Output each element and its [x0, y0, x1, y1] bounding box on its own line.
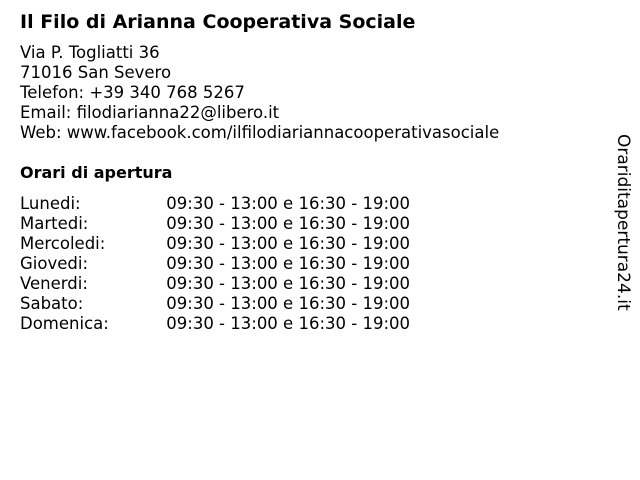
hours-row [20, 214, 440, 234]
email-line: Email: filodiarianna22@libero.it [20, 103, 280, 122]
business-name: Il Filo di Arianna Cooperativa Sociale [20, 11, 416, 33]
hours-row [20, 294, 440, 314]
address-line-city: 71016 San Severo [20, 63, 172, 82]
address-line-street: Via P. Togliatti 36 [20, 43, 160, 62]
hours-table [20, 194, 440, 334]
day-label: Sabato: [20, 294, 84, 313]
hours-row [20, 194, 440, 214]
time-range: 09:30 - 13:00 e 16:30 - 19:00 [166, 314, 410, 333]
time-range: 09:30 - 13:00 e 16:30 - 19:00 [166, 254, 410, 273]
day-label: Martedi: [20, 214, 89, 233]
day-label: Giovedi: [20, 254, 88, 273]
hours-row [20, 254, 440, 274]
hours-row [20, 314, 440, 334]
hours-row [20, 234, 440, 254]
day-label: Mercoledi: [20, 234, 106, 253]
time-range: 09:30 - 13:00 e 16:30 - 19:00 [166, 274, 410, 293]
contact-block [20, 43, 499, 143]
brand-watermark: Orariditapertura24.it [613, 134, 633, 311]
day-label: Domenica: [20, 314, 109, 333]
hours-row [20, 274, 440, 294]
time-range: 09:30 - 13:00 e 16:30 - 19:00 [166, 294, 410, 313]
time-range: 09:30 - 13:00 e 16:30 - 19:00 [166, 214, 410, 233]
phone-line: Telefon: +39 340 768 5267 [20, 83, 245, 102]
time-range: 09:30 - 13:00 e 16:30 - 19:00 [166, 194, 410, 213]
day-label: Lunedi: [20, 194, 81, 213]
web-line: Web: www.facebook.com/ilfilodiariannacooperativasociale [20, 123, 500, 142]
day-label: Venerdi: [20, 274, 88, 293]
hours-heading: Orari di apertura [20, 163, 173, 182]
time-range: 09:30 - 13:00 e 16:30 - 19:00 [166, 234, 410, 253]
